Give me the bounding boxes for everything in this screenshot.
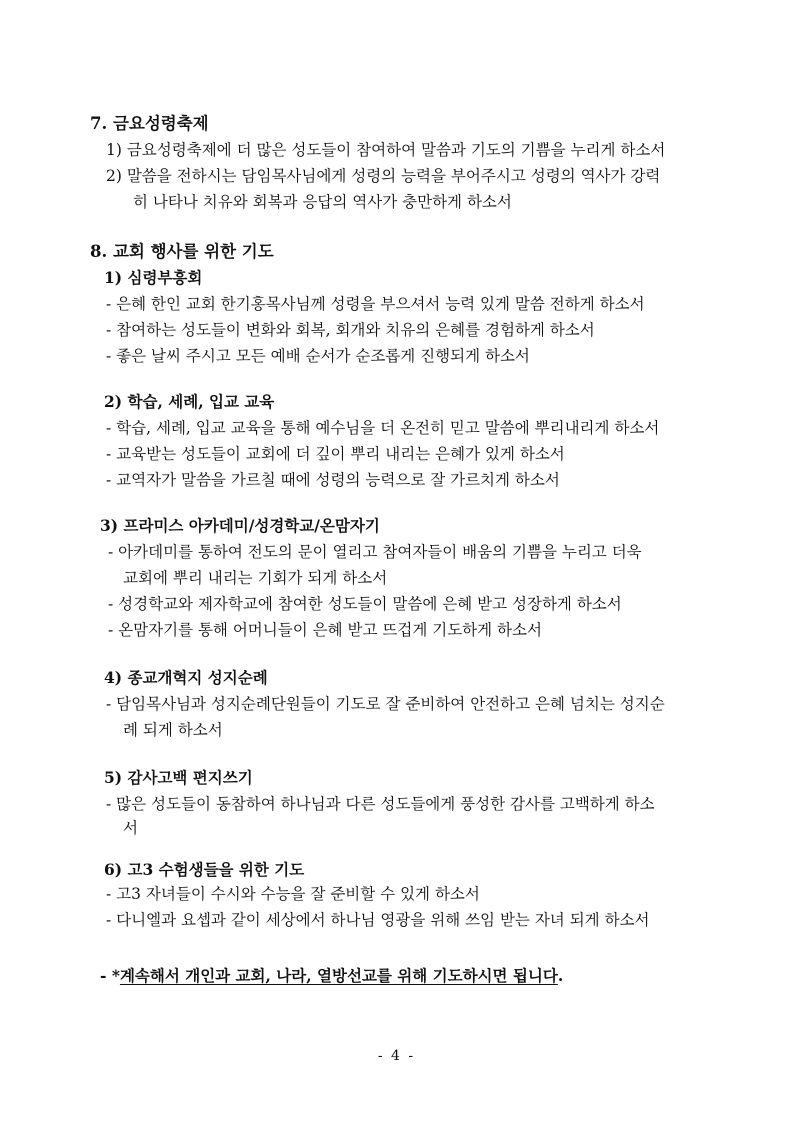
subsection-3-item-1-cont: 교회에 뿌리 내리는 기회가 되게 하소서 [123, 569, 388, 587]
subsection-1-title: 1) 심령부흥회 [104, 268, 203, 287]
subsection-2-title: 2) 학습, 세례, 입교 교육 [104, 392, 275, 411]
subsection-3-item-1: - 아카데미를 통하여 전도의 문이 열리고 참여자들이 배움의 기쁨을 누리고 더욱 [108, 543, 642, 561]
subsection-6-title: 6) 고3 수험생들을 위한 기도 [104, 860, 305, 879]
section-7-title: 7. 금요성령축제 [90, 114, 209, 133]
subsection-2-item-2: - 교육받는 성도들이 교회에 더 깊이 뿌리 내리는 은혜가 있게 하소서 [106, 445, 565, 463]
closing-prefix: - * [100, 966, 120, 985]
section-7-item-2: 2) 말씀을 전하시는 담임목사님에게 성령의 능력을 부어주시고 성령의 역사가 강력 [106, 167, 661, 185]
closing-suffix: . [557, 966, 564, 985]
subsection-1-item-2: - 참여하는 성도들이 변화와 회복, 회개와 치유의 은혜를 경험하게 하소서 [106, 321, 595, 339]
subsection-1-item-1: - 은혜 한인 교회 한기홍목사님께 성령을 부으셔서 능력 있게 말씀 전하게 하소서 [106, 295, 645, 313]
subsection-6-item-1: - 고3 자녀들이 수시와 수능을 잘 준비할 수 있게 하소서 [106, 885, 480, 903]
subsection-2-item-3: - 교역자가 말씀을 가르칠 때에 성령의 능력으로 잘 가르치게 하소서 [106, 471, 560, 489]
subsection-4-item-1-cont: 례 되게 하소서 [123, 721, 223, 739]
closing-text: 계속해서 개인과 교회, 나라, 열방선교를 위해 기도하시면 됩니다 [119, 966, 558, 985]
subsection-3-item-3: - 온맘자기를 통해 어머니들이 은혜 받고 뜨겁게 기도하게 하소서 [108, 621, 542, 639]
subsection-4-item-1: - 담임목사님과 성지순례단원들이 기도로 잘 준비하여 안전하고 은혜 넘치는 성지순 [106, 695, 665, 713]
subsection-3-item-2: - 성경학교와 제자학교에 참여한 성도들이 말씀에 은혜 받고 성장하게 하소서 [108, 595, 622, 613]
subsection-1-item-3: - 좋은 날씨 주시고 모든 예배 순서가 순조롭게 진행되게 하소서 [106, 347, 530, 365]
subsection-5-title: 5) 감사고백 편지쓰기 [104, 768, 253, 787]
subsection-3-title: 3) 프라미스 아카데미/성경학교/온맘자기 [100, 516, 380, 535]
subsection-6-item-2: - 다니엘과 요셉과 같이 세상에서 하나님 영광을 위해 쓰임 받는 자녀 되게 하소서 [106, 911, 650, 929]
closing-note [100, 966, 563, 986]
subsection-4-title: 4) 종교개혁지 성지순례 [104, 668, 268, 687]
section-8-title: 8. 교회 행사를 위한 기도 [90, 242, 274, 261]
subsection-5-item-1: - 많은 성도들이 동참하여 하나님과 다른 성도들에게 풍성한 감사를 고백하게 하소 [106, 795, 655, 813]
section-7-item-1: 1) 금요성령축제에 더 많은 성도들이 참여하여 말씀과 기도의 기쁨을 누리게 하소서 [106, 141, 666, 159]
section-7-item-2-cont: 히 나타나 치유와 회복과 응답의 역사가 충만하게 하소서 [133, 193, 512, 211]
page-number: - 4 - [377, 1048, 416, 1064]
subsection-5-item-1-cont: 서 [123, 819, 138, 837]
subsection-2-item-1: - 학습, 세례, 입교 교육을 통해 예수님을 더 온전히 믿고 말씀에 뿌리내리게 하소서 [106, 419, 660, 437]
